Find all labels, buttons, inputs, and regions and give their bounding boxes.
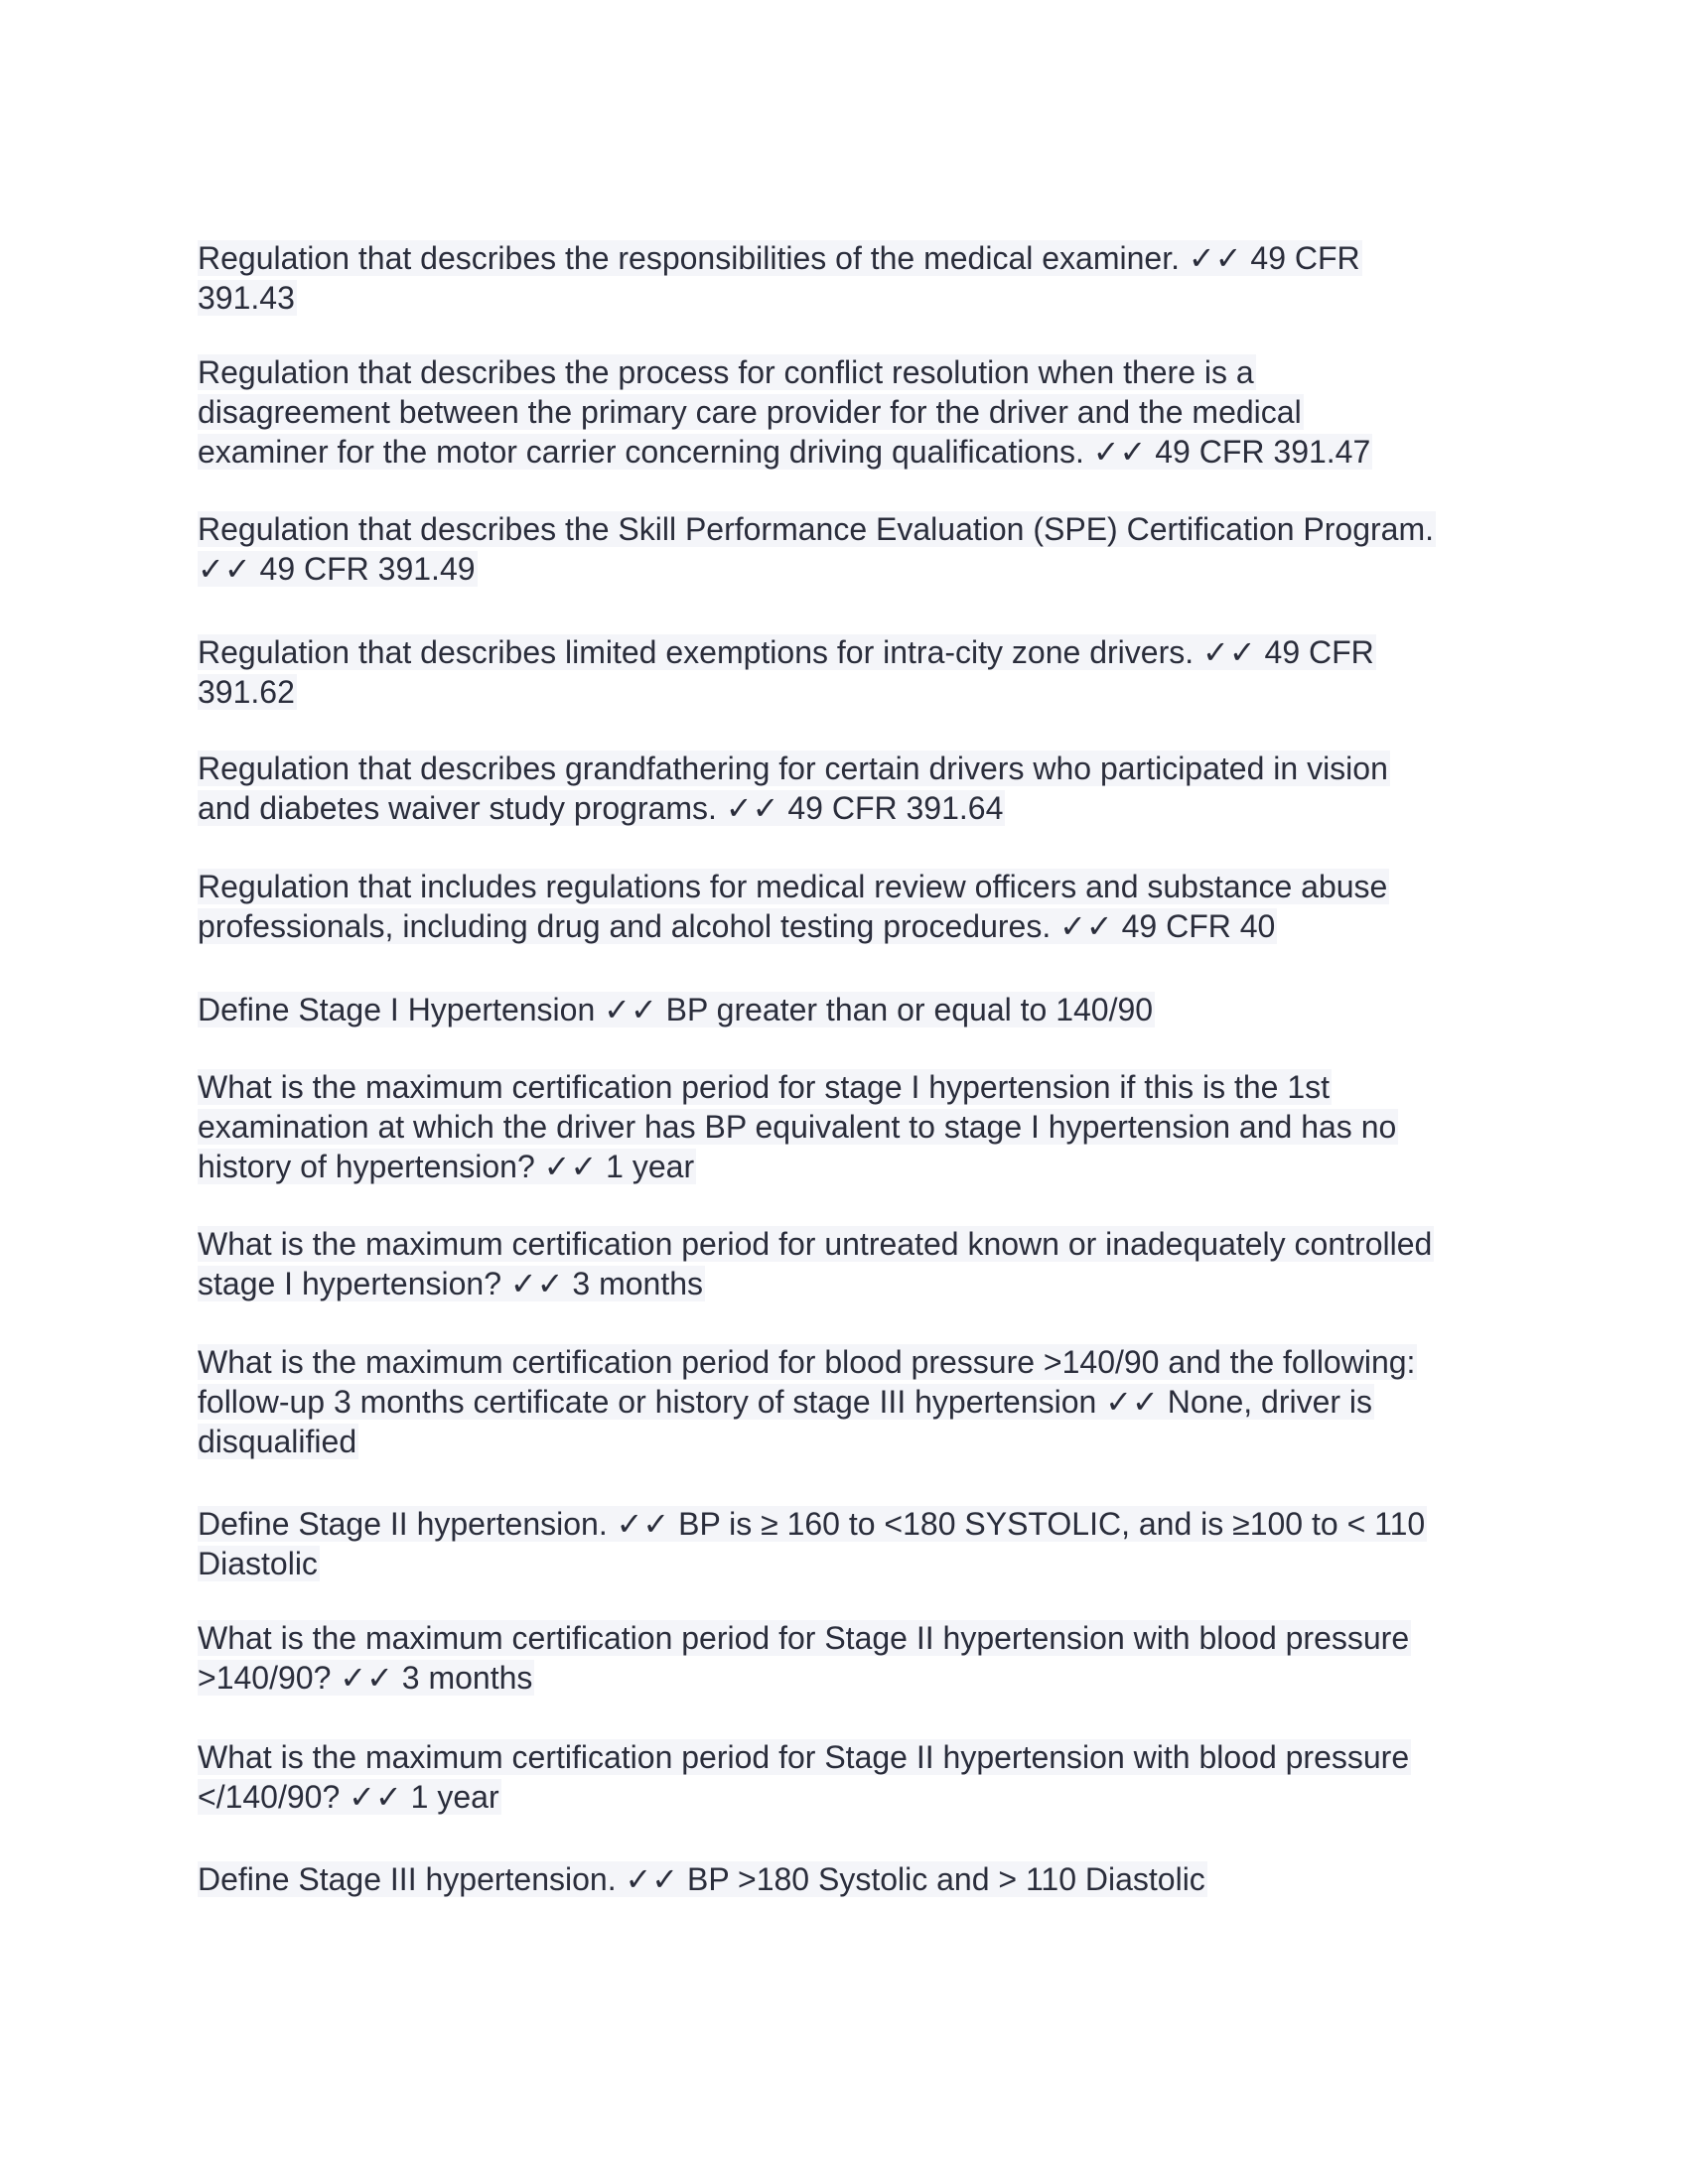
text-line — [198, 906, 1389, 946]
text-line — [198, 1618, 1411, 1658]
highlighted-text: Define Stage II hypertension. ✓✓ BP is ≥ 160 to <180 SYSTOLIC, and is ≥100 to < 110 — [198, 1506, 1426, 1542]
text-line — [198, 549, 1436, 589]
highlighted-text: and diabetes waiver study programs. ✓✓ 49 CFR 391.64 — [198, 790, 1004, 826]
flashcard-item — [198, 867, 1389, 946]
text-line — [198, 352, 1372, 392]
text-line — [198, 1504, 1427, 1544]
text-line — [198, 1067, 1398, 1107]
text-line — [198, 672, 1376, 712]
text-line — [198, 1737, 1411, 1777]
text-line — [198, 867, 1389, 906]
highlighted-text: Regulation that describes the process for conflict resolution when there is a — [198, 354, 1254, 390]
highlighted-text: </140/90? ✓✓ 1 year — [198, 1779, 499, 1815]
highlighted-text: 391.43 — [198, 280, 295, 316]
text-line — [198, 1382, 1417, 1422]
flashcard-item — [198, 509, 1436, 589]
text-line — [198, 990, 1155, 1029]
highlighted-text: Regulation that describes the responsibilities of the medical examiner. ✓✓ 49 CFR — [198, 240, 1360, 276]
highlighted-text: 391.62 — [198, 674, 295, 710]
text-line — [198, 1264, 1434, 1303]
text-line — [198, 1147, 1398, 1186]
text-line — [198, 788, 1390, 828]
text-line — [198, 632, 1376, 672]
flashcard-item — [198, 1342, 1417, 1461]
text-line — [198, 1107, 1398, 1147]
highlighted-text: Regulation that includes regulations for medical review officers and substance abuse — [198, 869, 1388, 904]
highlighted-text: examination at which the driver has BP equivalent to stage I hypertension and has no — [198, 1109, 1397, 1145]
flashcard-item — [198, 238, 1362, 318]
highlighted-text: What is the maximum certification period for Stage II hypertension with blood pressure — [198, 1739, 1410, 1775]
text-line — [198, 1658, 1411, 1698]
highlighted-text: What is the maximum certification period for untreated known or inadequately controlled — [198, 1226, 1433, 1262]
highlighted-text: Regulation that describes grandfathering for certain drivers who participated in vision — [198, 751, 1388, 786]
flashcard-item — [198, 990, 1155, 1029]
highlighted-text: Regulation that describes limited exemptions for intra-city zone drivers. ✓✓ 49 CFR — [198, 634, 1374, 670]
flashcard-item — [198, 1737, 1411, 1817]
flashcard-item — [198, 632, 1376, 712]
text-line — [198, 509, 1436, 549]
highlighted-text: examiner for the motor carrier concerning driving qualifications. ✓✓ 49 CFR 391.47 — [198, 434, 1371, 470]
highlighted-text: What is the maximum certification period for stage I hypertension if this is the 1st — [198, 1069, 1331, 1105]
highlighted-text: Define Stage III hypertension. ✓✓ BP >180 Systolic and > 110 Diastolic — [198, 1861, 1205, 1897]
highlighted-text: stage I hypertension? ✓✓ 3 months — [198, 1266, 704, 1301]
text-line — [198, 238, 1362, 278]
flashcard-item — [198, 1618, 1411, 1698]
highlighted-text: >140/90? ✓✓ 3 months — [198, 1660, 533, 1696]
highlighted-text: follow-up 3 months certificate or history of stage III hypertension ✓✓ None, driver is — [198, 1384, 1373, 1420]
highlighted-text: Regulation that describes the Skill Performance Evaluation (SPE) Certification Program. — [198, 511, 1435, 547]
text-line — [198, 1544, 1427, 1583]
flashcard-item — [198, 352, 1372, 472]
flashcard-item — [198, 1859, 1207, 1899]
flashcard-item — [198, 1224, 1434, 1303]
flashcard-item — [198, 749, 1390, 828]
flashcard-item — [198, 1067, 1398, 1186]
highlighted-text: Define Stage I Hypertension ✓✓ BP greater than or equal to 140/90 — [198, 992, 1154, 1027]
highlighted-text: disqualified — [198, 1424, 357, 1459]
text-line — [198, 1859, 1207, 1899]
highlighted-text: history of hypertension? ✓✓ 1 year — [198, 1149, 695, 1184]
highlighted-text: professionals, including drug and alcohol testing procedures. ✓✓ 49 CFR 40 — [198, 908, 1276, 944]
text-line — [198, 1342, 1417, 1382]
text-line — [198, 392, 1372, 432]
text-line — [198, 1224, 1434, 1264]
text-line — [198, 278, 1362, 318]
text-line — [198, 432, 1372, 472]
highlighted-text: ✓✓ 49 CFR 391.49 — [198, 551, 476, 587]
flashcard-item — [198, 1504, 1427, 1583]
highlighted-text: Diastolic — [198, 1546, 318, 1581]
highlighted-text: disagreement between the primary care provider for the driver and the medical — [198, 394, 1302, 430]
text-line — [198, 1777, 1411, 1817]
text-line — [198, 749, 1390, 788]
highlighted-text: What is the maximum certification period for Stage II hypertension with blood pressure — [198, 1620, 1410, 1656]
text-line — [198, 1422, 1417, 1461]
highlighted-text: What is the maximum certification period for blood pressure >140/90 and the following: — [198, 1344, 1416, 1380]
